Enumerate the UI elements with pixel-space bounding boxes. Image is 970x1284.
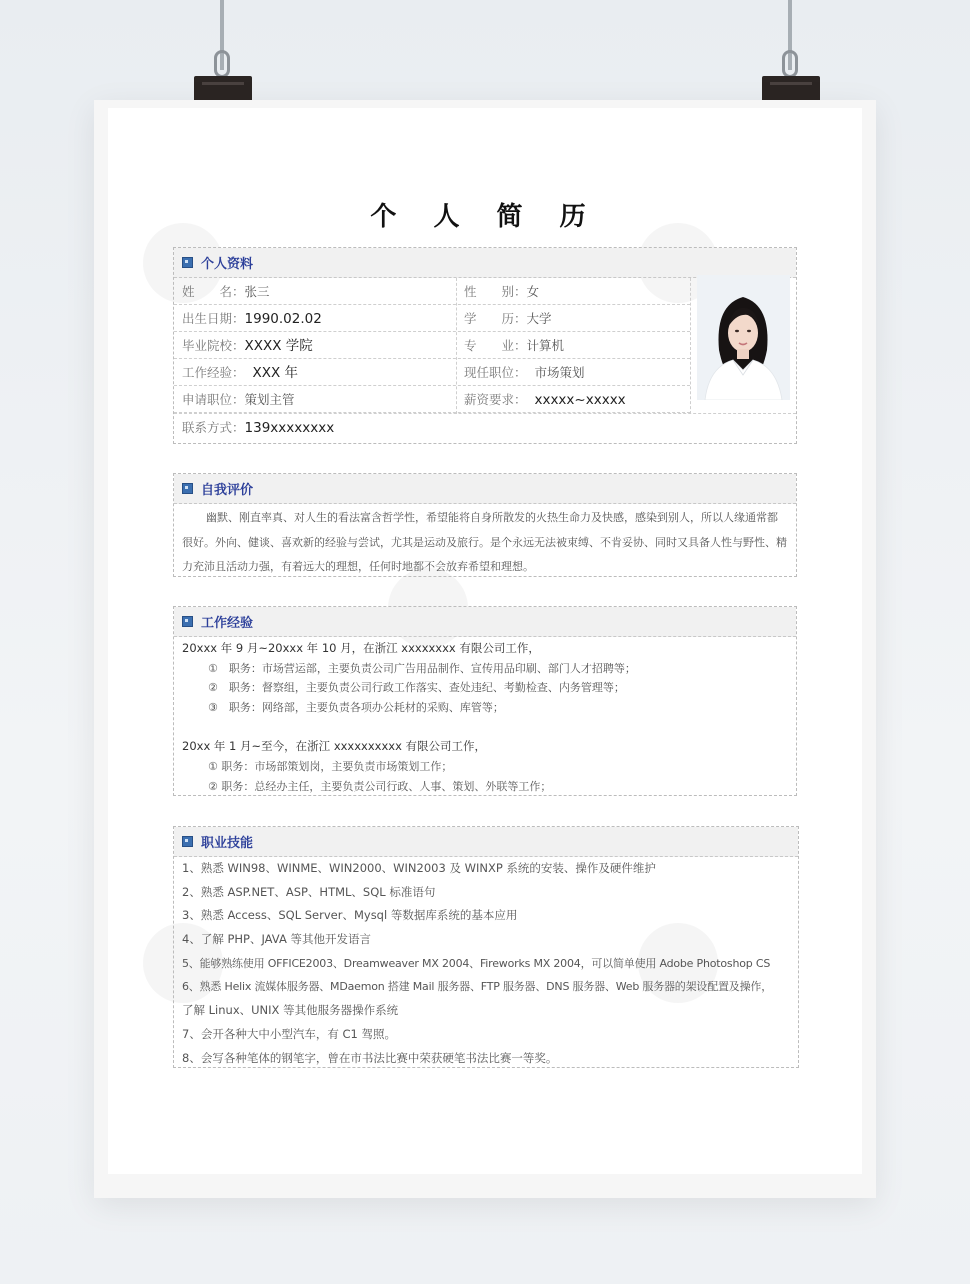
field-label: 性 别： (464, 284, 527, 299)
section-self-evaluation (173, 473, 797, 577)
resume-paper (108, 108, 862, 1174)
profile-info (174, 278, 796, 444)
page-title: 个 人 简 历 (370, 202, 600, 232)
field-label: 出生日期： (182, 311, 245, 326)
work-period: 20xxx 年 9 月~20xxx 年 10 月，在浙江 xxxxxxxx 有限公司工作， (182, 641, 540, 655)
section-profile (173, 247, 797, 444)
column-divider (456, 278, 457, 414)
field-value: xxxxx~xxxxx (534, 392, 626, 408)
clip-ring-left (214, 50, 230, 78)
work-duty: ① 职务：市场部策划岗，主要负责市场策划工作； (208, 760, 453, 774)
info-cell (174, 359, 456, 386)
field-label: 联系方式： (182, 420, 245, 435)
section-bullet-icon (182, 257, 193, 268)
clip-ring-right (782, 50, 798, 78)
field-value: 张三 (244, 284, 270, 299)
skill-item: 1、熟悉 WIN98、WINME、WIN2000、WIN2003 及 WINXP 系统的安装、操作及硬件维护 (182, 861, 656, 875)
work-duty: ③ 职务：网络部，主要负责各项办公耗材的采购、库管等； (208, 701, 504, 715)
skill-item: 5、能够熟练使用 OFFICE2003、Dreamweaver MX 2004、Fireworks MX 2004，可以简单使用 Adobe Photoshop CS (182, 956, 771, 970)
row-divider (174, 413, 796, 414)
skill-item: 4、了解 PHP、JAVA 等其他开发语言 (182, 932, 371, 947)
info-cell (174, 414, 574, 441)
work-duty: ② 职务：总经办主任，主要负责公司行政、人事、策划、外联等工作； (208, 779, 552, 793)
section-title: 自我评价 (201, 483, 254, 498)
info-cell (174, 386, 456, 413)
field-value: 女 (526, 284, 540, 299)
info-row (174, 359, 690, 386)
info-cell (174, 305, 456, 332)
section-header (174, 827, 798, 857)
field-label: 薪资要求： (464, 392, 527, 407)
work-duty: ② 职务：督察组，主要负责公司行政工作落实、查处违纪、考勤检查、内务管理等； (208, 681, 625, 695)
portrait-image (697, 275, 790, 400)
field-label: 现任职位： (464, 365, 527, 380)
skill-item: 6、熟悉 Helix 流媒体服务器、MDaemon 搭建 Mail 服务器、FTP 服务器、DNS 服务器、Web 服务器的架设配置及操作， (182, 980, 773, 994)
field-label: 姓 名： (182, 284, 245, 299)
field-value: 大学 (526, 311, 552, 326)
section-title: 工作经验 (201, 616, 254, 631)
info-row (174, 332, 690, 359)
section-header (174, 607, 796, 637)
profile-photo (697, 275, 790, 400)
info-cell (456, 278, 690, 305)
skill-item: 7、会开各种大中小型汽车，有 C1 驾照。 (182, 1026, 396, 1041)
skills-list (174, 857, 798, 1070)
section-title: 个人资料 (201, 257, 254, 272)
work-experience-list (174, 637, 796, 797)
section-bullet-icon (182, 483, 193, 494)
field-label: 申请职位： (182, 392, 245, 407)
skill-item: 8、会写各种笔体的钢笔字，曾在市书法比赛中荣获硬笔书法比赛一等奖。 (182, 1050, 558, 1065)
section-bullet-icon (182, 836, 193, 847)
info-cell (174, 332, 456, 359)
info-cell (456, 359, 690, 386)
info-row (174, 386, 690, 413)
field-value: 策划主管 (244, 392, 295, 407)
section-title: 职业技能 (201, 836, 254, 851)
work-spacer (182, 718, 788, 738)
column-divider (690, 278, 691, 414)
work-duty: ① 职务：市场营运部，主要负责公司广告用品制作、宣传用品印刷、部门人才招聘等； (208, 661, 636, 675)
field-value: 市场策划 (534, 365, 585, 380)
skill-item: 了解 Linux、UNIX 等其他服务器操作系统 (182, 1003, 399, 1018)
field-value: 1990.02.02 (244, 311, 322, 327)
info-row (174, 305, 690, 332)
info-row (174, 278, 690, 305)
skill-item: 2、熟悉 ASP.NET、ASP、HTML、SQL 标准语句 (182, 884, 436, 899)
field-value: XXX 年 (252, 365, 299, 381)
skill-item: 3、熟悉 Access、SQL Server、Mysql 等数据库系统的基本应用 (182, 908, 518, 923)
work-period: 20xx 年 1 月~至今，在浙江 xxxxxxxxxx 有限公司工作， (182, 739, 487, 754)
info-row (174, 414, 796, 441)
section-work-experience (173, 606, 797, 796)
info-cell (456, 305, 690, 332)
info-cell (174, 278, 456, 305)
field-label: 专 业： (464, 338, 527, 353)
section-skills (173, 826, 799, 1068)
section-header (174, 474, 796, 504)
section-header (174, 248, 796, 278)
field-label: 毕业院校： (182, 338, 245, 353)
section-bullet-icon (182, 616, 193, 627)
field-label: 工作经验： (182, 365, 245, 380)
field-value: 139xxxxxxxx (244, 420, 335, 436)
field-value: XXXX 学院 (244, 338, 313, 354)
self-evaluation-text: 幽默、刚直率真、对人生的看法富含哲学性，希望能将自身所散发的火热生命力及快感，感染到别人，所以人缘通常都很好。外向、健谈、喜欢新的经验与尝试，尤其是运动及旅行。是个永远无法被束缚、不肯妥协、同时又具备人性与野性、精力充沛且活动力强，有着远大的理想，任何时地都不会放弃希望和理想。 (182, 511, 787, 573)
field-value: 计算机 (526, 338, 565, 353)
field-label: 学 历： (464, 311, 527, 326)
info-cell (456, 386, 690, 413)
info-cell (456, 332, 690, 359)
